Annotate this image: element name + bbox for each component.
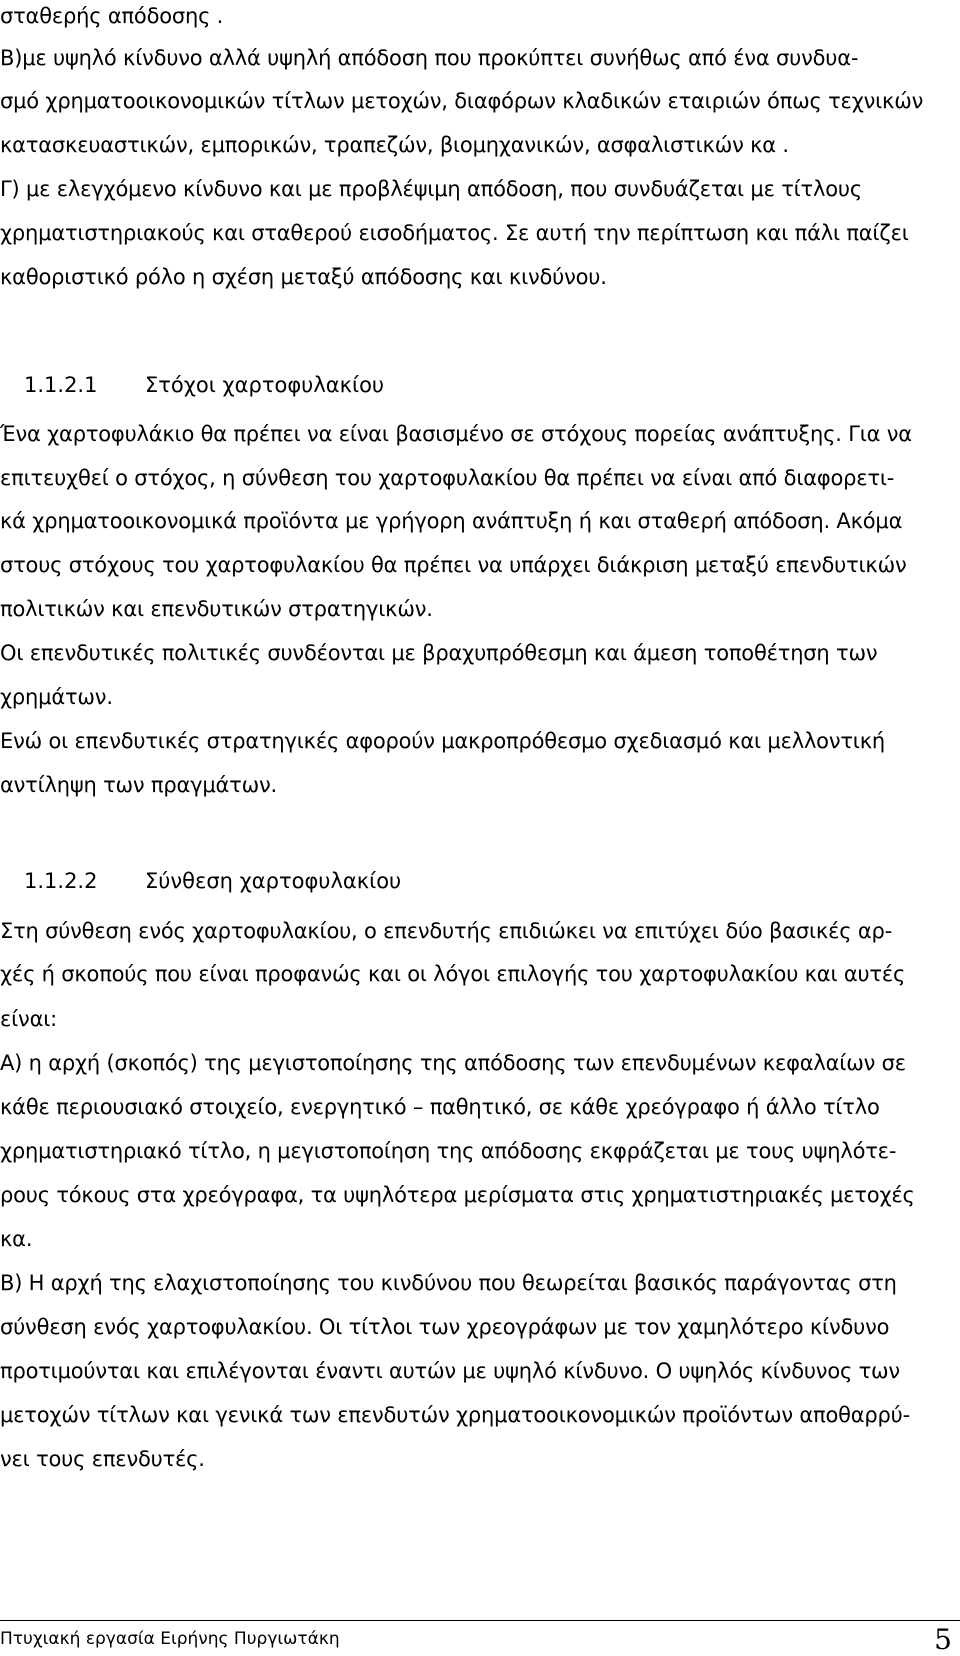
text-line: Α) η αρχή (σκοπός) της μεγιστοποίησης της απόδοσης των επενδυμένων κεφαλαίων σε	[0, 1051, 906, 1075]
text-line: χρηματιστηριακό τίτλο, η μεγιστοποίηση της απόδοσης εκφράζεται με τους υψηλότε-	[0, 1139, 897, 1163]
section-heading	[0, 371, 960, 399]
text-line: κάθε περιουσιακό στοιχείο, ενεργητικό – παθητικό, σε κάθε χρεόγραφο ή άλλο τίτλο	[0, 1095, 880, 1119]
text-line: Στη σύνθεση ενός χαρτοφυλακίου, ο επενδυτής επιδιώκει να επιτύχει δύο βασικές αρ-	[0, 919, 892, 943]
text-line: καθοριστικό ρόλο η σχέση μεταξύ απόδοσης και κινδύνου.	[0, 265, 607, 289]
section-number: 1.1.2.1	[24, 373, 98, 397]
section-number: 1.1.2.2	[24, 869, 98, 893]
text-line: αντίληψη των πραγμάτων.	[0, 773, 278, 797]
text-line: επιτευχθεί ο στόχος, η σύνθεση του χαρτοφυλακίου θα πρέπει να είναι από διαφορετι-	[0, 466, 895, 490]
text-line: κα.	[0, 1227, 33, 1251]
text-line: μετοχών τίτλων και γενικά των επενδυτών χρηματοοικονομικών προϊόντων αποθαρρύ-	[0, 1403, 910, 1427]
text-line: χές ή σκοπούς που είναι προφανώς και οι λόγοι επιλογής του χαρτοφυλακίου και αυτές	[0, 962, 906, 986]
page-number: 5	[934, 1623, 952, 1656]
text-line: κατασκευαστικών, εμπορικών, τραπεζών, βιομηχανικών, ασφαλιστικών κα .	[0, 133, 789, 157]
section-heading	[0, 867, 960, 895]
text-line: νει τους επενδυτές.	[0, 1447, 205, 1471]
text-line: προτιμούνται και επιλέγονται έναντι αυτών με υψηλό κίνδυνο. Ο υψηλός κίνδυνος των	[0, 1359, 900, 1383]
footer-divider	[0, 1620, 960, 1621]
text-line: σύνθεση ενός χαρτοφυλακίου. Οι τίτλοι των χρεογράφων με τον χαμηλότερο κίνδυνο	[0, 1315, 890, 1339]
text-line: σταθερής απόδοσης .	[0, 4, 224, 28]
section-title: Στόχοι χαρτοφυλακίου	[145, 373, 385, 397]
text-line: χρημάτων.	[0, 685, 113, 709]
text-line: χρηματιστηριακούς και σταθερού εισοδήματος. Σε αυτή την περίπτωση και πάλι παίζει	[0, 221, 909, 245]
text-line: Οι επενδυτικές πολιτικές συνδέονται με βραχυπρόθεσμη και άμεση τοποθέτηση των	[0, 641, 878, 665]
text-line: Ένα χαρτοφυλάκιο θα πρέπει να είναι βασισμένο σε στόχους πορείας ανάπτυξης. Για να	[0, 422, 912, 446]
text-line: είναι:	[0, 1007, 58, 1031]
text-line: Β) Η αρχή της ελαχιστοποίησης του κινδύνου που θεωρείται βασικός παράγοντας στη	[0, 1271, 897, 1295]
footer-text: Πτυχιακή εργασία Ειρήνης Πυργιωτάκη	[0, 1629, 340, 1649]
text-line: σμό χρηματοοικονομικών τίτλων μετοχών, διαφόρων κλαδικών εταιριών όπως τεχνικών	[0, 89, 924, 113]
text-line: Β)με υψηλό κίνδυνο αλλά υψηλή απόδοση που προκύπτει συνήθως από ένα συνδυα-	[0, 46, 859, 70]
text-line: Γ) με ελεγχόμενο κίνδυνο και με προβλέψιμη απόδοση, που συνδυάζεται με τίτλους	[0, 177, 862, 201]
text-line: πολιτικών και επενδυτικών στρατηγικών.	[0, 597, 433, 621]
text-line: στους στόχους του χαρτοφυλακίου θα πρέπει να υπάρχει διάκριση μεταξύ επενδυτικών	[0, 553, 907, 577]
section-title: Σύνθεση χαρτοφυλακίου	[145, 869, 402, 893]
text-line: ρους τόκους στα χρεόγραφα, τα υψηλότερα μερίσματα στις χρηματιστηριακές μετοχές	[0, 1183, 915, 1207]
text-line: Ενώ οι επενδυτικές στρατηγικές αφορούν μακροπρόθεσμο σχεδιασμό και μελλοντική	[0, 729, 885, 753]
text-line: κά χρηματοοικονομικά προϊόντα με γρήγορη ανάπτυξη ή και σταθερή απόδοση. Ακόμα	[0, 509, 903, 533]
